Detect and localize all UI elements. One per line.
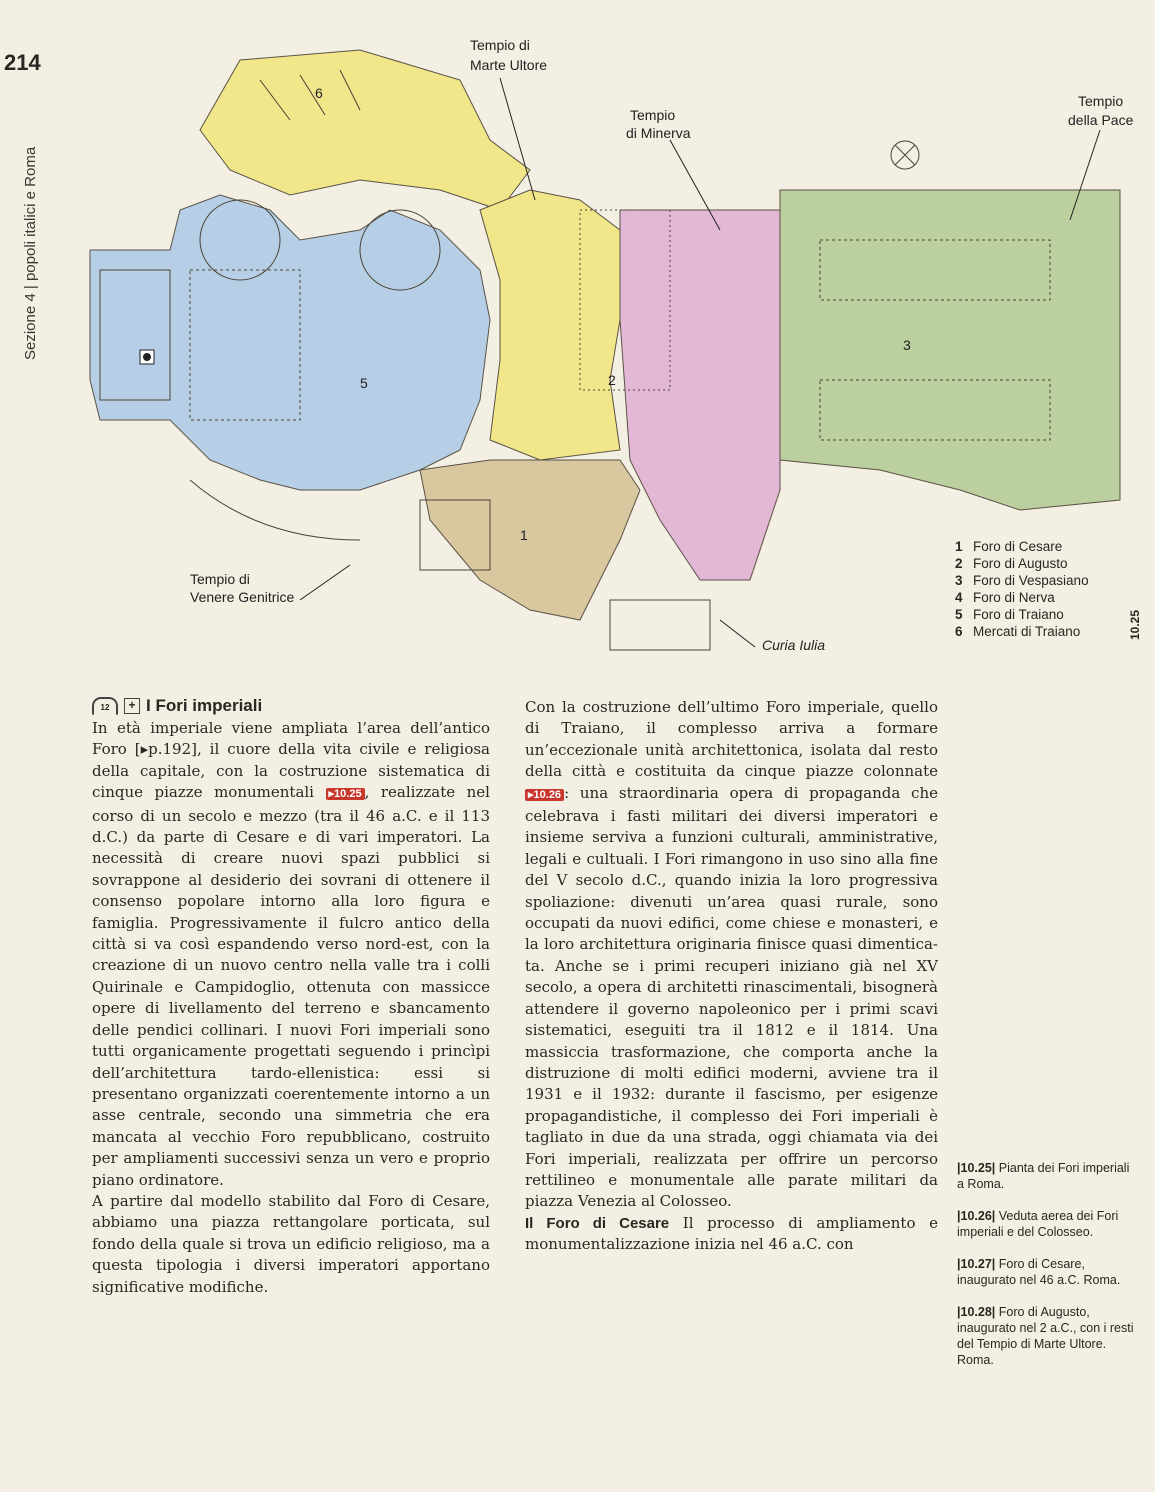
map-legend [955,538,1089,640]
foro-augusto-area [480,190,620,460]
legend-label: Mercati di Traiano [973,624,1081,639]
expand-icon[interactable]: + [124,698,140,714]
map-number-5: 5 [360,375,368,391]
foro-traiano-area [90,195,490,490]
audio-icon[interactable]: 12 [92,697,118,715]
mercati-area [200,50,530,210]
legend-num: 5 [955,607,963,622]
foro-nerva-area [620,210,790,580]
legend-item [955,623,1089,640]
article-heading: I Fori imperiali [146,696,263,715]
foro-vespasiano-area [780,190,1120,510]
figure-tab: 10.25 [1128,609,1142,640]
caption: |10.26| Veduta aerea dei Fori imperiali e del Colosseo. [957,1209,1119,1239]
legend-item [955,606,1089,623]
legend-item [955,589,1089,606]
figure-ref-10-25[interactable]: ▸10.25 [326,788,365,800]
paragraph: In età imperiale viene ampliata l’area dell’antico Foro [▸p.192], il cuore della vita civile e religiosa della capitale, con la costruzione sistematica di cinque piazze monumentali ▸10.25 , realizzate nel corso di un secolo e mezzo (tra il 46 a.C. e il 113 d.C.) da parte di Cesare e di vari imperatori. La necessità di creare nuovi spazi pubblici si sovrappone al desiderio dei sovrani di ottenere il consenso popolare intorno alla loro figura e famiglia. Progressivamente il fulcro antico della città si va così espandendo verso nord-est, con la creazione di un nuovo centro nella valle tra i colli Quirinale e Campidoglio, ottenuta con massicce opere di livellamento del terreno e sbancamento delle pendici collinari. I nuovi Fori imperiali sono tutti organicamente progettati seguendo i princìpi dell’architettura tardo-ellenistica: essi si presentano organizzati coerentemente intorno a un asse centrale, secondo una simmetria che era mancata al vecchio Foro repubblicano, costruito per ampliamenti successivi senza un vero e proprio piano ordinatore. [92,719,490,1189]
label-tempio-minerva: Tempio di Minerva [626,107,691,141]
legend-label: Foro di Augusto [973,556,1068,571]
label-tempio-marte: Tempio di Marte Ultore [470,37,548,73]
caption: |10.27| Foro di Cesare, inaugurato nel 46 a.C. Roma. [957,1257,1121,1287]
legend-num: 2 [955,556,963,571]
label-tempio-venere: Tempio di Venere Genitrice [190,571,295,605]
section-label: Sezione 4 | popoli italici e Roma [22,146,39,360]
legend-item [955,555,1089,572]
figure-ref-10-26[interactable]: ▸10.26 [525,789,564,801]
legend-label: Foro di Vespasiano [973,573,1089,588]
legend-num: 4 [955,590,963,605]
map-number-6: 6 [315,85,323,101]
legend-item [955,572,1089,589]
legend-item [955,538,1089,555]
legend-label: Foro di Cesare [973,539,1063,554]
text-column-right [525,697,938,1256]
caption: |10.25| Pianta dei Fori imperiali a Roma. [957,1161,1130,1191]
text-column-left [92,718,490,1298]
article-heading-row [92,696,262,716]
legend-num: 3 [955,573,963,588]
paragraph: Il Foro di Cesare Il processo di ampliamento e monumentalizzazione inizia nel 46 a.C. con [525,1213,938,1254]
subheading-foro-cesare: Il Foro di Cesare [525,1214,670,1232]
paragraph: A partire dal modello stabilito dal Foro di Cesare, abbiamo una piazza rettangolare porticata, sul fondo della quale si trova un edificio religioso, ma a questa tipologia i diversi imperatori apportano significative modifiche. [92,1191,490,1296]
legend-num: 1 [955,539,963,554]
map-number-1: 1 [520,527,528,543]
legend-label: Foro di Nerva [973,590,1055,605]
label-tempio-pace: Tempio della Pace [1068,93,1134,128]
caption: |10.28| Foro di Augusto, inaugurato nel 2 a.C., con i resti del Tempio di Marte Ultore. Roma. [957,1305,1134,1367]
legend-num: 6 [955,624,963,639]
map-number-2: 2 [608,372,616,388]
figure-captions [957,1160,1137,1384]
map-number-3: 3 [903,337,911,353]
page-number: 214 [4,50,41,75]
paragraph: Con la costruzione dell’ultimo Foro imperiale, quello di Traiano, il complesso arriva a formare un’eccezionale unità architettonica, isolata dal resto della città e costituita da cinque piazze colonnate ▸10.26 : una straordinaria opera di propaganda che celebrava i fasti militari dei diversi imperatori e insieme serviva a funzioni culturali, amministrative, legali e cultuali. I Fori rimangono in uso sino alla fine del V secolo d.C., quando inizia la loro progressiva spoliazione: divenuti un’area quasi rurale, sono occupati da nuovi edifici, come chiese e monasteri, e la loro architettura originaria finisce quasi dimenticata. Anche se i primi recuperi iniziano già nel XV secolo, a opera di architetti rinascimentali, bisognerà attendere il governo napoleonico per i primi scavi sistematici, eseguiti tra il 1812 e il 1814. Una massiccia trasformazione, che comporta anche la distruzione di molti edifici moderni, avviene tra il 1931 e il 1932: durante il fascismo, per esigenze propagandistiche, il complesso dei Fori imperiali è tagliato in due da una strada, oggi chiamata via dei Fori imperiali, realizzata per offrire un percorso rettilineo e monumentale alle parate militari da piazza Venezia al Colosseo. [525,698,938,1211]
label-curia-iulia: Curia Iulia [762,637,826,653]
foro-cesare-area [420,460,640,620]
legend-label: Foro di Traiano [973,607,1064,622]
